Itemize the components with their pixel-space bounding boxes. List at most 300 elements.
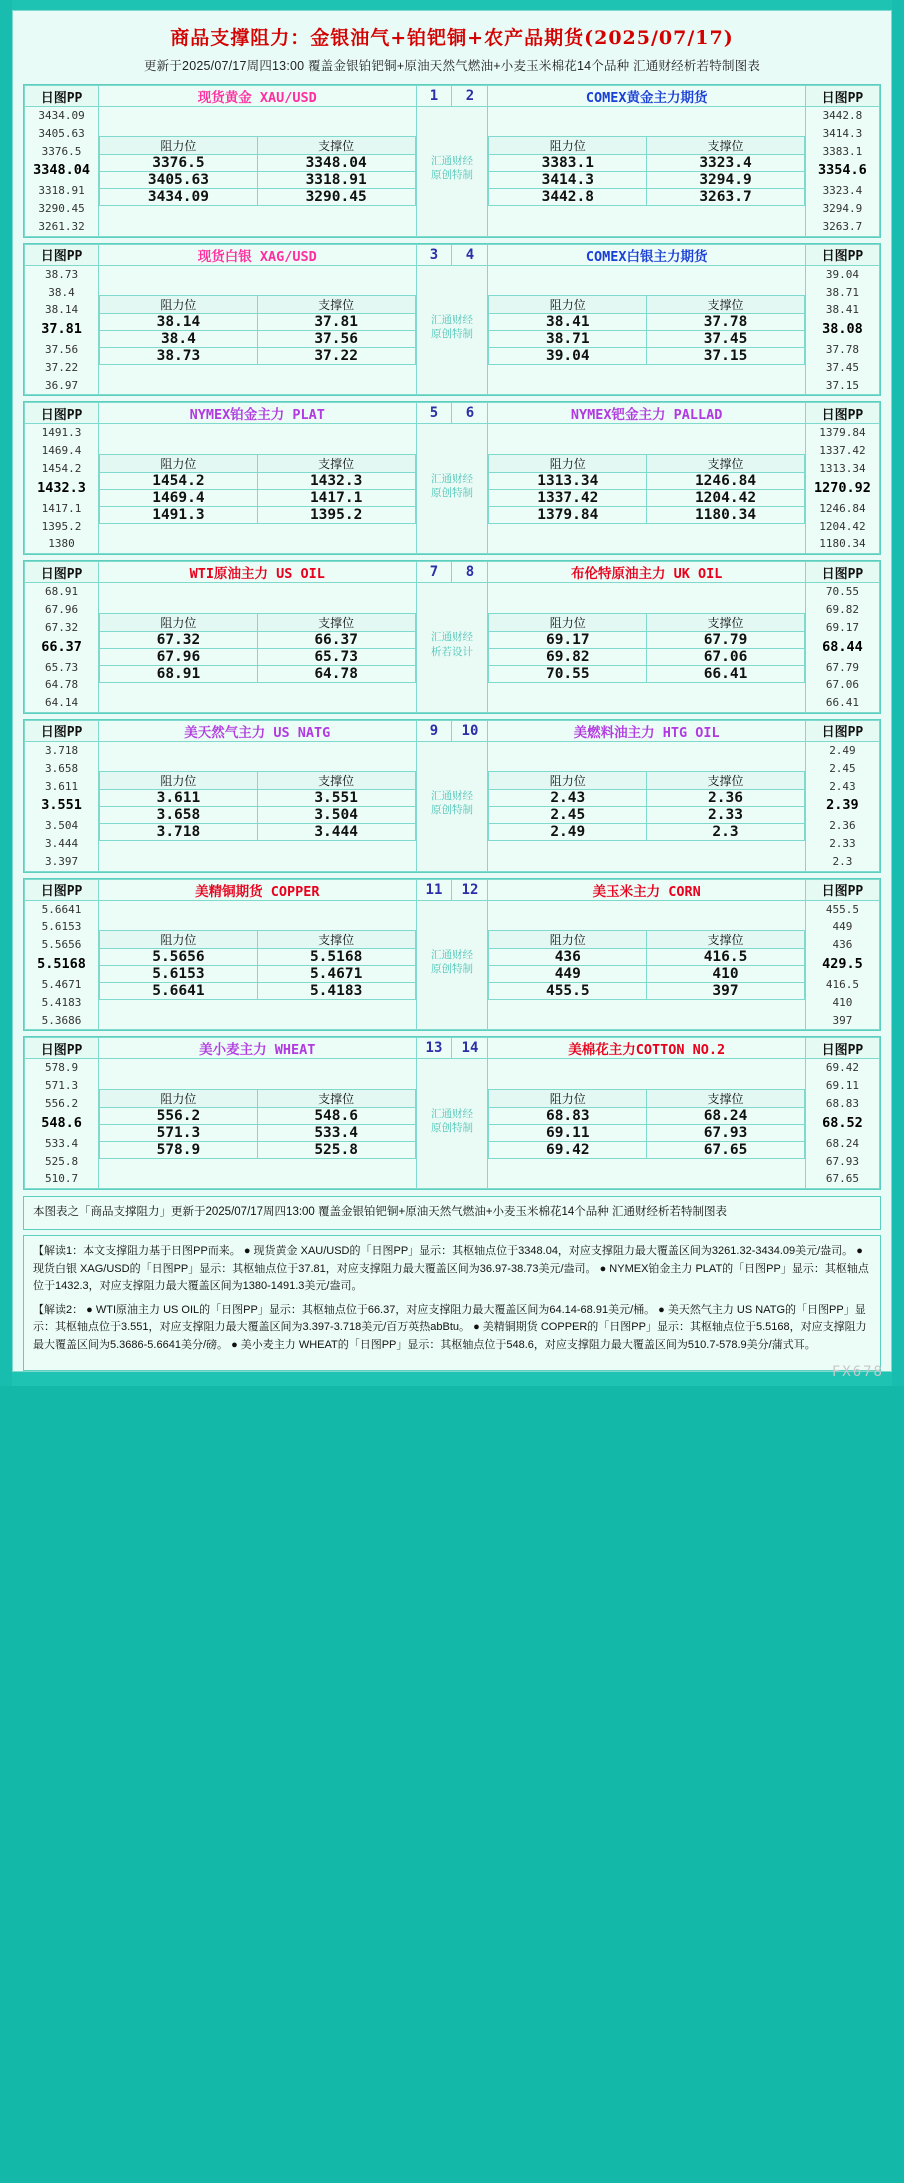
pp-header-right: 日图PP — [805, 403, 879, 424]
levels-row — [489, 949, 804, 966]
support-value: 3.551 — [257, 790, 415, 807]
support-header: 支撑位 — [647, 454, 805, 472]
center-watermark-cell — [416, 583, 488, 713]
resistance-header: 阻力位 — [489, 772, 647, 790]
pp-header-right: 日图PP — [805, 244, 879, 265]
support-value: 2.3 — [647, 824, 805, 841]
resistance-value: 3434.09 — [100, 189, 258, 206]
support-value: 3.504 — [257, 807, 415, 824]
watermark-text: 汇通财经 原创特制 — [430, 790, 473, 817]
watermark-text: 汇通财经 原创特制 — [430, 313, 473, 341]
levels-row — [100, 155, 415, 172]
pivot-level-value: 68.91 — [44, 585, 79, 599]
pivot-level-value: 38.41 — [825, 303, 859, 317]
levels-cell-right — [488, 424, 805, 554]
levels-cell-left — [99, 583, 416, 713]
levels-table — [99, 1089, 415, 1159]
resistance-header: 阻力位 — [489, 137, 647, 155]
pivot-level-value: 69.42 — [825, 1061, 859, 1075]
levels-table — [488, 771, 804, 841]
pivot-level-value: 65.73 — [44, 660, 79, 674]
watermark-text: 汇通财经 原创特制 — [430, 948, 473, 976]
instrument-name-left[interactable]: 美天然气主力 US NATG — [99, 720, 416, 741]
pp-header-right: 日图PP — [805, 562, 879, 583]
pivot-levels-column-right — [805, 1059, 879, 1189]
pivot-levels-column-right — [805, 424, 879, 554]
support-header: 支撑位 — [647, 772, 805, 790]
support-value: 1417.1 — [257, 489, 415, 506]
block-index-left: 11 — [416, 879, 452, 900]
pivot-level-value: 533.4 — [44, 1136, 79, 1150]
pivot-level-value: 1395.2 — [41, 519, 82, 533]
instrument-name-left[interactable]: WTI原油主力 US OIL — [99, 562, 416, 583]
pivot-level-value: 67.93 — [825, 1154, 859, 1168]
levels-row — [100, 631, 415, 648]
pivot-point-value: 5.5168 — [37, 956, 86, 973]
blocks-container — [13, 84, 891, 1190]
instrument-block — [23, 560, 881, 714]
resistance-value: 3405.63 — [100, 172, 258, 189]
pivot-level-value: 397 — [832, 1013, 853, 1027]
levels-row — [100, 807, 415, 824]
pivot-level-value: 38.71 — [825, 285, 859, 299]
pivot-level-value: 3405.63 — [38, 126, 85, 140]
block-header-row — [25, 562, 880, 583]
pivot-level-value: 3318.91 — [38, 184, 85, 198]
watermark-text: 汇通财经 析若设计 — [430, 631, 473, 658]
levels-row — [489, 155, 804, 172]
support-value: 64.78 — [257, 665, 415, 682]
instrument-name-right[interactable]: 美棉花主力COTTON NO.2 — [488, 1038, 805, 1059]
pivot-level-value: 67.65 — [825, 1172, 859, 1186]
resistance-value: 38.14 — [100, 314, 258, 331]
levels-row — [489, 665, 804, 682]
pivot-level-value: 66.41 — [825, 696, 859, 710]
pivot-level-value: 1491.3 — [41, 426, 82, 440]
block-body-row — [25, 1059, 880, 1189]
note-2: 【解读2： ● WTI原油主力 US OIL的「日图PP」显示：其枢轴点位于66.37，对应支撑阻力最大覆盖区间为64.14-68.91美元/桶。 ● 美天然气主力 US NATG的「日图PP」显示：其枢轴点位于3.551，对应支撑阻力最大覆盖区间为3.397-3.718美元/百万英热abBtu。 ● 美精铜期货 COPPER的「日图PP」显示：其枢轴点位于5.5168，对应支撑阻力最大覆盖区间为5.3686-5.6641美分/磅。 ● 美小麦主力 WHEAT的「日图PP」显示：其枢轴点位于548.6，对应支撑阻力最大覆盖区间为510.7-578.9美分/蒲式耳。 — [33, 1303, 867, 1351]
resistance-value: 2.49 — [489, 824, 647, 841]
block-grid — [24, 244, 880, 396]
note-1: 【解读1：本文支撑阻力基于日图PP而来。 ● 现货黄金 XAU/USD的「日图PP」显示：其枢轴点位于3348.04，对应支撑阻力最大覆盖区间为3261.32-3434.09美元/盎司。 ● 现货白银 XAG/USD的「日图PP」显示：其枢轴点位于37.81，对应支撑阻力最大覆盖区间为36.97-38.73美元/盎司。 ● NYMEX铂金主力 PLAT的「日图PP」显示：其枢轴点位于1432.3，对应支撑阻力最大覆盖区间为1380-1491.3美元/盎司。 — [33, 1244, 869, 1293]
resistance-value: 5.6641 — [100, 983, 258, 1000]
levels-table — [99, 136, 415, 206]
instrument-block — [23, 1036, 881, 1190]
support-header: 支撑位 — [257, 772, 415, 790]
pivot-level-value: 3294.9 — [822, 202, 863, 216]
pivot-level-value: 2.43 — [829, 779, 856, 793]
resistance-value: 2.43 — [489, 790, 647, 807]
support-value: 37.56 — [257, 331, 415, 348]
resistance-value: 67.96 — [100, 648, 258, 665]
block-body-row — [25, 583, 880, 713]
pivot-level-value: 67.79 — [825, 660, 859, 674]
pp-header-right: 日图PP — [805, 879, 879, 900]
support-header: 支撑位 — [647, 613, 805, 631]
block-index-right: 6 — [452, 403, 488, 424]
pivot-levels-column-right — [805, 107, 879, 237]
pivot-point-value: 68.44 — [822, 638, 863, 655]
levels-table — [99, 930, 415, 1000]
instrument-block — [23, 401, 881, 555]
levels-table — [488, 1089, 804, 1159]
resistance-header: 阻力位 — [100, 137, 258, 155]
pivot-level-value: 3.444 — [44, 837, 79, 851]
levels-row — [489, 314, 804, 331]
support-value: 65.73 — [257, 648, 415, 665]
pivot-level-value: 1337.42 — [819, 444, 866, 458]
pivot-level-value: 37.15 — [825, 378, 859, 392]
instrument-name-left[interactable]: 现货白银 XAG/USD — [99, 244, 416, 265]
levels-cell-right — [488, 107, 805, 237]
levels-row — [489, 489, 804, 506]
levels-row — [489, 1107, 804, 1124]
levels-row — [100, 648, 415, 665]
support-value: 66.41 — [647, 665, 805, 682]
resistance-value: 39.04 — [489, 348, 647, 365]
report-sheet — [12, 10, 892, 1372]
block-body-row — [25, 741, 880, 871]
watermark-text: 汇通财经 原创特制 — [430, 472, 473, 499]
resistance-value: 436 — [489, 949, 647, 966]
resistance-value: 3.611 — [100, 790, 258, 807]
pivot-point-value: 3.551 — [41, 797, 82, 814]
block-grid — [24, 1037, 880, 1189]
instrument-name-right[interactable]: COMEX白银主力期货 — [488, 244, 805, 265]
resistance-value: 3383.1 — [489, 155, 647, 172]
resistance-header: 阻力位 — [489, 931, 647, 949]
pivot-level-value: 69.11 — [825, 1079, 859, 1093]
support-value: 67.93 — [647, 1124, 805, 1141]
instrument-name-left[interactable]: 现货黄金 XAU/USD — [99, 86, 416, 107]
pivot-level-value: 1204.42 — [819, 519, 866, 533]
pivot-level-value: 5.5656 — [41, 938, 82, 952]
pivot-level-value: 455.5 — [825, 902, 859, 916]
levels-row — [100, 966, 415, 983]
support-value: 5.5168 — [257, 949, 415, 966]
instrument-name-right[interactable]: 布伦特原油主力 UK OIL — [488, 562, 805, 583]
levels-cell-right — [488, 265, 805, 395]
instrument-block — [23, 84, 881, 238]
watermark-text: 汇通财经 原创特制 — [430, 1107, 473, 1134]
resistance-value: 38.41 — [489, 314, 647, 331]
resistance-header: 阻力位 — [489, 613, 647, 631]
levels-row — [100, 314, 415, 331]
block-index-left: 9 — [416, 720, 452, 741]
levels-row — [489, 983, 804, 1000]
block-body-row — [25, 265, 880, 395]
levels-table — [488, 136, 804, 206]
instrument-name-left[interactable]: 美小麦主力 WHEAT — [99, 1038, 416, 1059]
resistance-value: 578.9 — [100, 1141, 258, 1158]
pivot-level-value: 39.04 — [825, 267, 859, 281]
page-subtitle: 更新于2025/07/17周四13:00 覆盖金银铂钯铜+原油天然气燃油+小麦玉米棉花14个品种 汇通财经析若特制图表 — [143, 59, 761, 73]
resistance-value: 68.83 — [489, 1107, 647, 1124]
instrument-name-left[interactable]: 美精铜期货 COPPER — [99, 879, 416, 900]
support-value: 37.15 — [647, 348, 805, 365]
pivot-level-value: 64.14 — [44, 696, 79, 710]
block-grid — [24, 402, 880, 554]
support-header: 支撑位 — [257, 613, 415, 631]
levels-row — [489, 331, 804, 348]
support-value: 416.5 — [647, 949, 805, 966]
pivot-level-value: 3.504 — [44, 819, 79, 833]
resistance-value: 1469.4 — [100, 489, 258, 506]
pivot-level-value: 436 — [832, 938, 853, 952]
resistance-value: 3.718 — [100, 824, 258, 841]
support-header: 支撑位 — [647, 1089, 805, 1107]
pivot-level-value: 37.56 — [44, 343, 79, 357]
pp-header-right: 日图PP — [805, 86, 879, 107]
resistance-value: 69.82 — [489, 648, 647, 665]
levels-row — [100, 1107, 415, 1124]
pivot-level-value: 449 — [832, 920, 853, 934]
pp-header-left: 日图PP — [25, 879, 99, 900]
page-title: 商品支撑阻力：金银油气+铂钯铜+农产品期货(2025/07/17) — [170, 27, 734, 49]
resistance-value: 3442.8 — [489, 189, 647, 206]
pivot-level-value: 410 — [832, 995, 853, 1009]
pivot-level-value: 1469.4 — [41, 444, 82, 458]
resistance-value: 3376.5 — [100, 155, 258, 172]
pivot-point-value: 66.37 — [41, 638, 82, 655]
instrument-name-right[interactable]: NYMEX钯金主力 PALLAD — [488, 403, 805, 424]
center-watermark-cell — [416, 1059, 488, 1189]
levels-row — [100, 472, 415, 489]
levels-row — [489, 966, 804, 983]
support-header: 支撑位 — [257, 1089, 415, 1107]
levels-row — [100, 824, 415, 841]
support-value: 3294.9 — [647, 172, 805, 189]
resistance-value: 571.3 — [100, 1124, 258, 1141]
pivot-level-value: 5.6153 — [41, 920, 82, 934]
block-index-right: 12 — [452, 879, 488, 900]
levels-row — [489, 648, 804, 665]
block-body-row — [25, 107, 880, 237]
pivot-level-value: 525.8 — [44, 1154, 79, 1168]
resistance-value: 69.11 — [489, 1124, 647, 1141]
levels-row — [489, 807, 804, 824]
support-header: 支撑位 — [257, 296, 415, 314]
pivot-levels-column-left — [25, 1059, 99, 1189]
support-value: 548.6 — [257, 1107, 415, 1124]
footer-watermark: FX678 — [831, 1363, 884, 1380]
notes-section — [23, 1235, 881, 1371]
levels-row — [100, 1141, 415, 1158]
instrument-name-left[interactable]: NYMEX铂金主力 PLAT — [99, 403, 416, 424]
center-watermark-cell — [416, 741, 488, 871]
instrument-block — [23, 243, 881, 397]
levels-row — [100, 189, 415, 206]
support-value: 410 — [647, 966, 805, 983]
support-header: 支撑位 — [647, 137, 805, 155]
block-index-right: 14 — [452, 1038, 488, 1059]
pivot-level-value: 1380 — [48, 537, 75, 551]
pivot-level-value: 69.17 — [825, 620, 859, 634]
levels-row — [100, 489, 415, 506]
instrument-name-right[interactable]: 美玉米主力 CORN — [488, 879, 805, 900]
pivot-level-value: 68.83 — [825, 1097, 859, 1111]
resistance-value: 68.91 — [100, 665, 258, 682]
resistance-header: 阻力位 — [100, 931, 258, 949]
support-value: 2.36 — [647, 790, 805, 807]
pp-header-left: 日图PP — [25, 720, 99, 741]
pivot-point-value: 38.08 — [822, 321, 863, 338]
pivot-point-value: 3348.04 — [33, 162, 90, 179]
levels-row — [100, 949, 415, 966]
levels-cell-left — [99, 900, 416, 1030]
levels-row — [100, 348, 415, 365]
pivot-levels-column-left — [25, 900, 99, 1030]
resistance-header: 阻力位 — [100, 454, 258, 472]
pivot-point-value: 548.6 — [41, 1114, 82, 1131]
resistance-header: 阻力位 — [489, 454, 647, 472]
support-value: 3290.45 — [257, 189, 415, 206]
pivot-level-value: 3376.5 — [41, 144, 82, 158]
support-value: 67.79 — [647, 631, 805, 648]
block-grid — [24, 720, 880, 872]
instrument-block — [23, 878, 881, 1032]
levels-row — [489, 189, 804, 206]
support-value: 5.4183 — [257, 983, 415, 1000]
block-header-row — [25, 879, 880, 900]
levels-row — [100, 983, 415, 1000]
pivot-level-value: 1417.1 — [41, 501, 82, 515]
support-value: 1204.42 — [647, 489, 805, 506]
pivot-level-value: 64.78 — [44, 678, 79, 692]
pp-header-left: 日图PP — [25, 244, 99, 265]
levels-table — [488, 454, 804, 524]
levels-row — [489, 1141, 804, 1158]
pivot-level-value: 5.4183 — [41, 995, 82, 1009]
resistance-header: 阻力位 — [489, 1089, 647, 1107]
block-index-right: 10 — [452, 720, 488, 741]
pivot-point-value: 1270.92 — [813, 479, 871, 496]
pivot-levels-column-left — [25, 583, 99, 713]
pivot-level-value: 3263.7 — [822, 219, 863, 233]
support-header: 支撑位 — [647, 296, 805, 314]
pivot-level-value: 1454.2 — [41, 462, 82, 476]
pivot-level-value: 1379.84 — [819, 426, 866, 440]
pivot-levels-column-left — [25, 741, 99, 871]
support-value: 397 — [647, 983, 805, 1000]
pivot-level-value: 37.78 — [825, 343, 859, 357]
levels-cell-right — [488, 583, 805, 713]
block-index-left: 1 — [416, 86, 452, 107]
pivot-levels-column-left — [25, 107, 99, 237]
pivot-levels-column-right — [805, 741, 879, 871]
pivot-level-value: 67.06 — [825, 678, 859, 692]
resistance-header: 阻力位 — [100, 296, 258, 314]
instrument-block — [23, 719, 881, 873]
support-value: 3323.4 — [647, 155, 805, 172]
resistance-value: 38.71 — [489, 331, 647, 348]
instrument-name-right[interactable]: COMEX黄金主力期货 — [488, 86, 805, 107]
support-value: 5.4671 — [257, 966, 415, 983]
pivot-level-value: 5.6641 — [41, 902, 82, 916]
block-index-left: 13 — [416, 1038, 452, 1059]
pivot-level-value: 2.45 — [829, 761, 856, 775]
support-header: 支撑位 — [257, 454, 415, 472]
center-watermark-cell — [416, 424, 488, 554]
pivot-level-value: 37.45 — [825, 360, 859, 374]
levels-table — [488, 295, 804, 365]
pivot-level-value: 5.4671 — [41, 977, 82, 991]
instrument-name-right[interactable]: 美燃料油主力 HTG OIL — [488, 720, 805, 741]
pivot-level-value: 556.2 — [44, 1097, 79, 1111]
levels-row — [489, 790, 804, 807]
resistance-header: 阻力位 — [100, 1089, 258, 1107]
pivot-level-value: 1180.34 — [819, 537, 866, 551]
levels-row — [100, 172, 415, 189]
levels-table — [488, 613, 804, 683]
levels-row — [100, 790, 415, 807]
levels-cell-left — [99, 1059, 416, 1189]
levels-row — [489, 631, 804, 648]
block-header-row — [25, 403, 880, 424]
resistance-value: 1454.2 — [100, 472, 258, 489]
pivot-levels-column-right — [805, 900, 879, 1030]
resistance-value: 3.658 — [100, 807, 258, 824]
levels-cell-right — [488, 900, 805, 1030]
pivot-level-value: 5.3686 — [41, 1013, 82, 1027]
resistance-value: 70.55 — [489, 665, 647, 682]
levels-row — [100, 1124, 415, 1141]
pp-header-left: 日图PP — [25, 562, 99, 583]
levels-row — [489, 506, 804, 523]
support-value: 3348.04 — [257, 155, 415, 172]
support-value: 68.24 — [647, 1107, 805, 1124]
pp-header-right: 日图PP — [805, 720, 879, 741]
resistance-header: 阻力位 — [100, 772, 258, 790]
levels-row — [489, 172, 804, 189]
pivot-point-value: 2.39 — [826, 797, 859, 814]
pivot-level-value: 3261.32 — [38, 219, 85, 233]
block-header-row — [25, 86, 880, 107]
resistance-value: 449 — [489, 966, 647, 983]
pp-header-right: 日图PP — [805, 1038, 879, 1059]
pivot-point-value: 68.52 — [822, 1114, 863, 1131]
pivot-point-value: 37.81 — [41, 321, 82, 338]
resistance-value: 38.4 — [100, 331, 258, 348]
block-grid — [24, 879, 880, 1031]
support-header: 支撑位 — [257, 931, 415, 949]
support-value: 37.78 — [647, 314, 805, 331]
support-value: 2.33 — [647, 807, 805, 824]
pivot-level-value: 3290.45 — [38, 202, 85, 216]
support-value: 1395.2 — [257, 506, 415, 523]
pivot-level-value: 38.14 — [44, 303, 79, 317]
footnote: 本图表之「商品支撑阻力」更新于2025/07/17周四13:00 覆盖金银铂钯铜+原油天然气燃油+小麦玉米棉花14个品种 汇通财经析若特制图表 — [23, 1196, 881, 1230]
pivot-point-value: 3354.6 — [818, 162, 867, 179]
pivot-level-value: 3.718 — [44, 743, 79, 757]
pivot-level-value: 38.73 — [44, 267, 79, 281]
resistance-value: 3414.3 — [489, 172, 647, 189]
levels-table — [99, 613, 415, 683]
pivot-level-value: 3.658 — [44, 761, 79, 775]
support-value: 67.06 — [647, 648, 805, 665]
pivot-level-value: 2.33 — [829, 837, 856, 851]
pivot-level-value: 68.24 — [825, 1136, 859, 1150]
resistance-value: 67.32 — [100, 631, 258, 648]
support-value: 1432.3 — [257, 472, 415, 489]
block-index-right: 4 — [452, 244, 488, 265]
block-header-row — [25, 1038, 880, 1059]
block-body-row — [25, 900, 880, 1030]
resistance-value: 69.17 — [489, 631, 647, 648]
pivot-level-value: 571.3 — [44, 1079, 79, 1093]
pivot-level-value: 38.4 — [48, 285, 75, 299]
block-index-right: 2 — [452, 86, 488, 107]
